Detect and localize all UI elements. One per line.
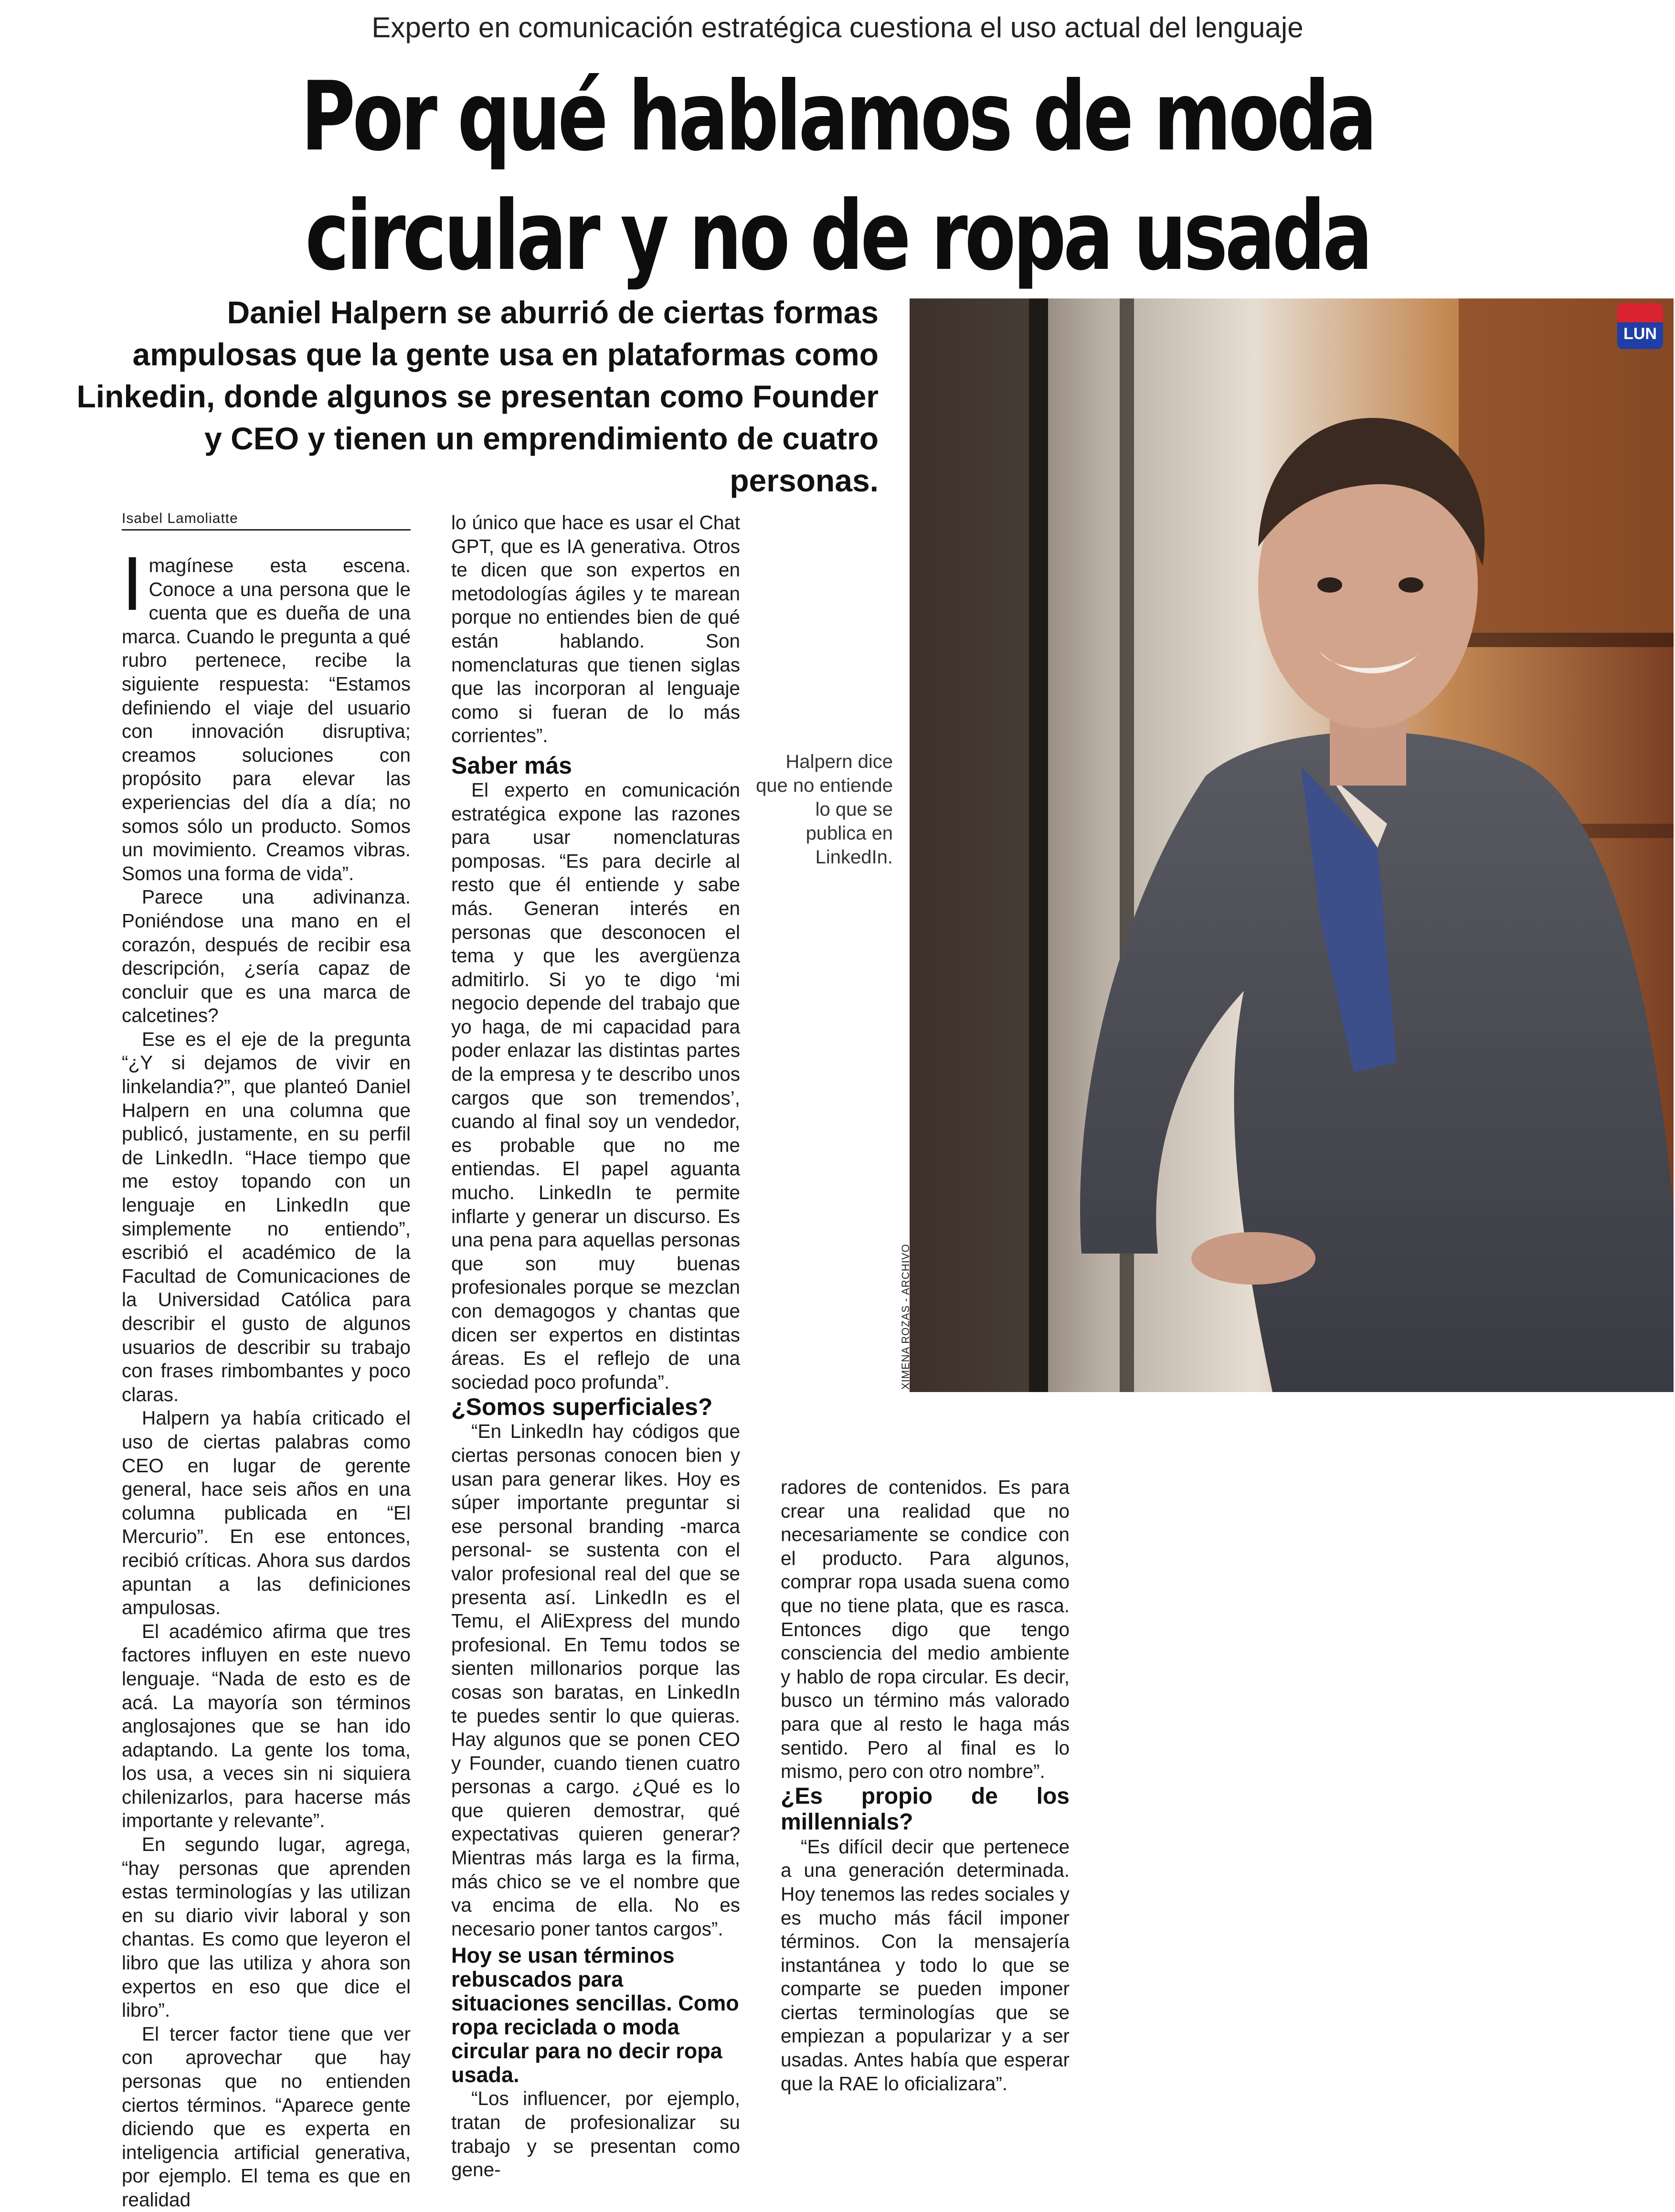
paragraph: Halpern ya había criticado el uso de ciertas palabras como CEO en lugar de gerente general, hace seis años en una columna publicada en “El Mercurio”. En ese entonces, recibió críticas. Ahora sus dardos apuntan a las definiciones ampulosas. [122,1407,411,1619]
paragraph [122,541,411,885]
portrait-illustration [910,298,1674,1392]
byline: Isabel Lamoliatte [122,509,411,531]
column-1 [122,541,411,2212]
paragraph: El académico afirma que tres factores influyen en este nuevo lenguaje. “Nada de esto es de acá. La mayoría son términos anglosajones que se han ido adaptando. La gente los toma, los usa, a veces sin ni siquiera chilenizarlos, para hacerse más importante y relevante”. [122,1620,411,1832]
article-photo [910,298,1674,1392]
headline-line-2: circular y no de ropa usada [305,181,1370,292]
paragraph-text: magínese esta escena. Conoce a una persona que le cuenta que es dueña de una marca. Cuando le pregunta a qué rubro pertenece, recibe la siguiente respuesta: “Estamos definiendo el viaje del usuario con innovación disruptiva; creamos soluciones con propósito para elevar las experiencias del día a día; no somos sólo un producto. Somos un movimiento. Creamos vibras. Somos una forma de vida”. [122,554,411,884]
paragraph: Parece una adivinanza. Poniéndose una mano en el corazón, después de recibir esa descripción, ¿sería capaz de concluir que es una marca de calcetines? [122,886,411,1027]
paragraph: “Es difícil decir que pertenece a una generación determinada. Hoy tenemos las redes sociales y es mucho más fácil imponer términos. Con la mensajería instantánea y todo lo que se comparte se pueden imponer ciertas terminologías que se empiezan a popularizar y a ser usadas. Antes había que esperar que la RAE lo oficializara”. [781,1835,1070,2095]
drop-cap: I [122,541,143,626]
column-3 [781,1476,1070,2095]
subhead-millennials: ¿Es propio de los millennials? [781,1783,1070,1835]
paragraph: lo único que hace es usar el Chat GPT, que es IA generativa. Otros te dicen que son expertos en metodologías ágiles y te marean porque no entiendes bien de qué están hablando. Son nomenclaturas que tienen siglas que las incorporan al lenguaje como si fueran de lo más corrientes”. [451,511,740,747]
headline-line-1: Por qué hablamos de moda [301,61,1374,172]
paragraph: radores de contenidos. Es para crear una realidad que no necesariamente se condice con el producto. Para algunos, comprar ropa usada suena como que no tiene plata, que es rasca. Entonces digo que tengo consciencia del medio ambiente y hablo de ropa circular. Es decir, busco un término más valorado para que al resto le haga más sentido. Pero al final es lo mismo, pero con otro nombre”. [781,1476,1070,1783]
paragraph: “En LinkedIn hay códigos que ciertas personas conocen bien y usan para generar likes. Hoy es súper importante preguntar si ese personal branding -marca personal- se sustenta con el valor profesional real del que se presenta así. LinkedIn es el Temu, el AliExpress del mundo profesional. En Temu todos se sienten millonarios porque las cosas son baratas, en LinkedIn te puedes sentir lo que quieras. Hay algunos que se ponen CEO y Founder, cuando tienen cuatro personas a cargo. ¿Qué es lo que quieren demostrar, qué expectativas quieren generar? Mientras más larga es la firma, más chico se ve el nombre que va encima de ella. No es necesario poner tantos cargos”. [451,1420,740,1940]
column-2 [451,511,740,2182]
paragraph: En segundo lugar, agrega, “hay personas que aprenden estas terminologías y las utilizan en su diario vivir laboral y son chantas. Es como que leyeron el libro que las utiliza y ahora son expertos en eso que dice el libro”. [122,1833,411,2021]
paragraph: “Los influencer, por ejemplo, tratan de profesionalizar su trabajo y se presentan como gene- [451,2087,740,2181]
paragraph: El experto en comunicación estratégica expone las razones para usar nomenclaturas pomposas. “Es para decirle al resto que él entiende y sabe más. Generan interés en personas que desconocen el tema y que les avergüenza admitirlo. Si yo te digo ‘mi negocio depende del trabajo que yo haga, de mi capacidad para poder enlazar las distintas partes de la empresa y te describo unos cargos que son tremendos’, cuando al final soy un vendedor, es probable que no me entiendas. El papel aguanta mucho. LinkedIn te permite inflarte y generar un discurso. Es una pena para aquellas personas que son muy buenas profesionales porque se mezclan con demagogos y chantas que dicen ser expertos en distintas áreas. Es el reflejo de una sociedad poco profunda”. [451,778,740,1393]
photo-caption: Halpern dice que no entiende lo que se publica en LinkedIn. [756,751,893,868]
subhead-saber-mas: Saber más [451,752,572,779]
kicker: Experto en comunicación estratégica cuestiona el uso actual del lenguaje [371,11,1304,43]
paragraph: Ese es el eje de la pregunta “¿Y si dejamos de vivir en linkelandia?”, que planteó Daniel Halpern en una columna que publicó, justamente, en su perfil de LinkedIn. “Hace tiempo que me estoy topando con un lenguaje en LinkedIn que simplemente no entiendo”, escribió el académico de la Facultad de Comunicaciones de la Universidad Católica para describir el gusto de algunos usuarios de describir su trabajo con frases rimbombantes y poco claras. [122,1028,411,1405]
paragraph: El tercer factor tiene que ver con aprovechar que hay personas que no entienden ciertos términos. “Aparece gente diciendo que es experta en inteligencia artificial generativa, por ejemplo. El tema es que en realidad [122,2022,411,2211]
photo-credit: XIMENA ROZAS - ARCHIVO [900,1244,912,1390]
subhead-somos-superficiales: ¿Somos superficiales? [451,1393,713,1421]
lede: Daniel Halpern se aburrió de ciertas formas ampulosas que la gente usa en plataformas como Linkedin, donde algunos se presentan como Founder y CEO y tienen un emprendimiento de cuatro personas. [76,295,879,498]
headline [184,57,1491,296]
pull-quote: Hoy se usan términos rebuscados para situaciones sencillas. Como ropa reciclada o moda circular para no decir ropa usada. [451,1943,739,2087]
lun-badge: LUN [1617,303,1663,349]
